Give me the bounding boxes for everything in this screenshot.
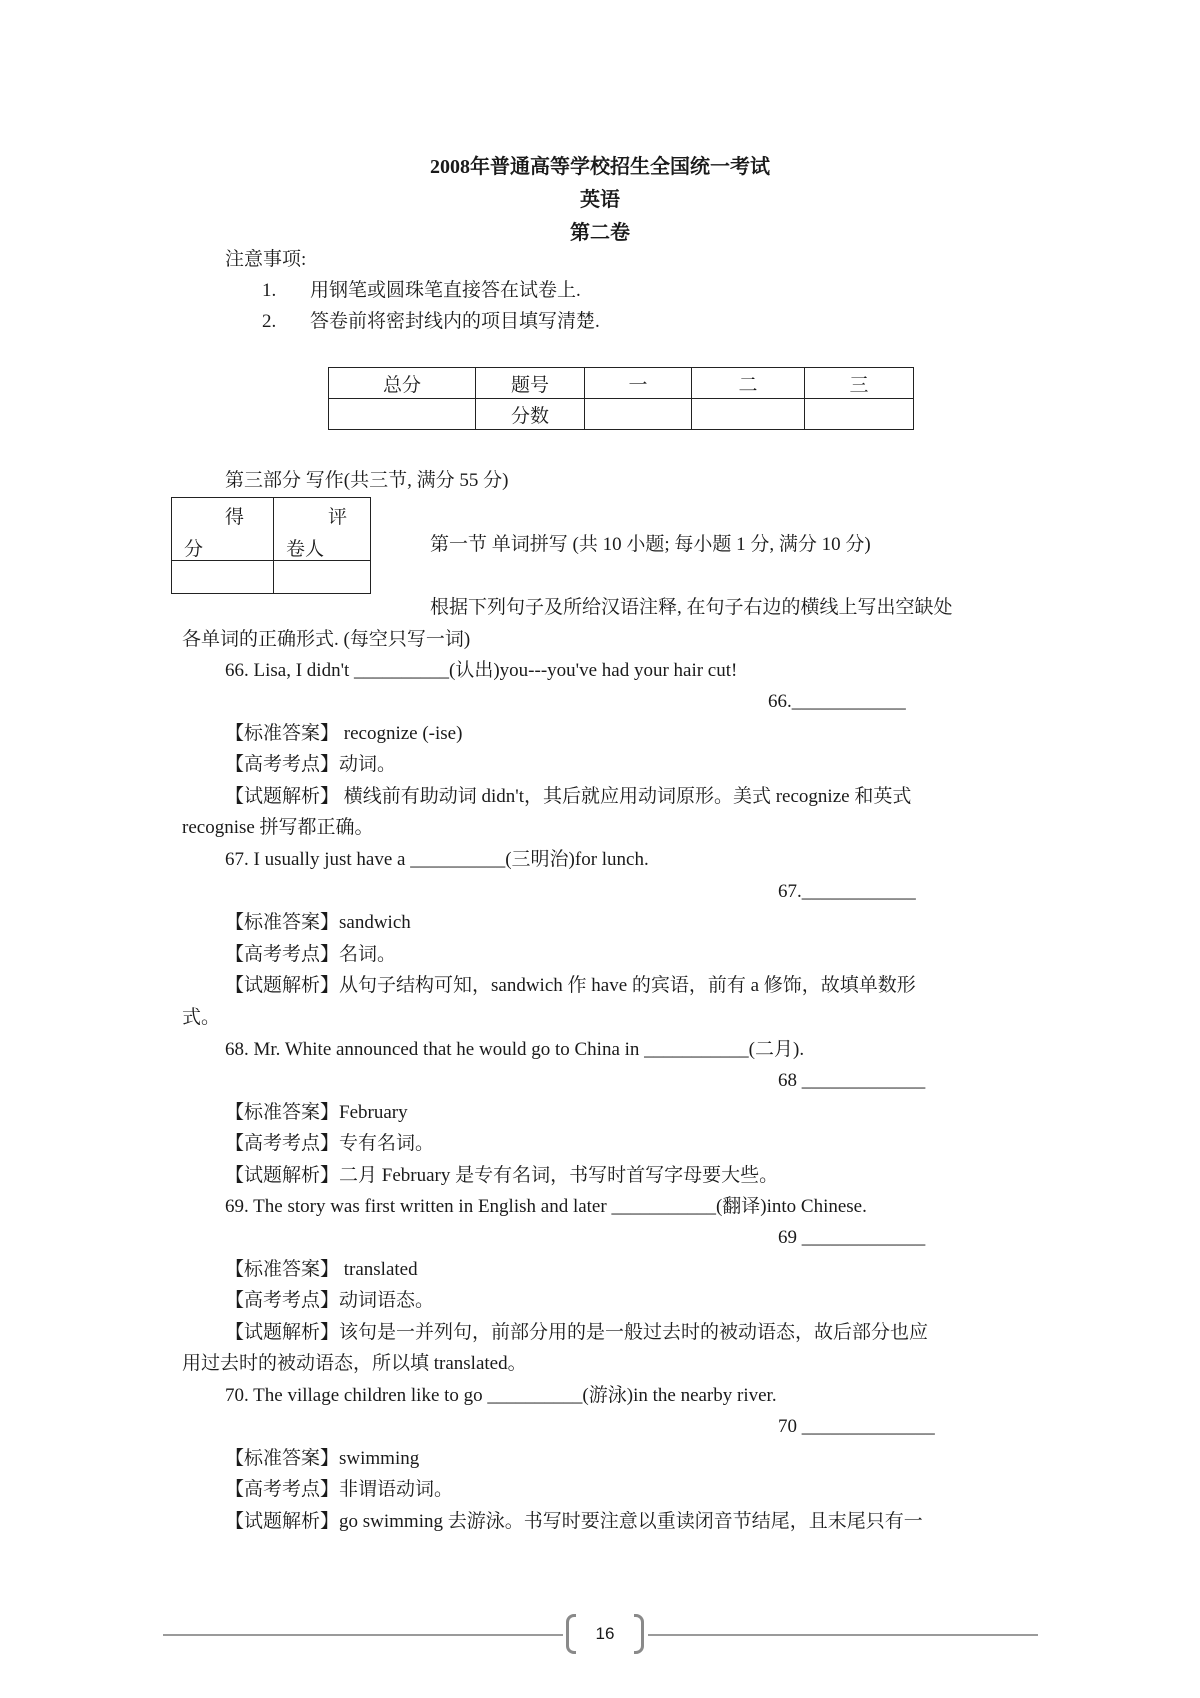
- analysis-66-line1: 【试题解析】 横线前有助动词 didn't，其后就应用动词原形。美式 recognize 和英式: [225, 786, 912, 807]
- key-point-67: 【高考考点】名词。: [225, 944, 397, 965]
- question-68: 68. Mr. White announced that he would go to China in ___________(二月).: [225, 1039, 805, 1060]
- score-cell: 三: [805, 368, 914, 399]
- score-cell: 二: [692, 368, 805, 399]
- grader-label-fen: 分: [184, 539, 204, 560]
- analysis-67-line1: 【试题解析】从句子结构可知，sandwich 作 have 的宾语，前有 a 修饰，故填单数形: [225, 975, 916, 996]
- score-cell: 分数: [476, 399, 585, 430]
- key-point-69: 【高考考点】动词语态。: [225, 1290, 435, 1311]
- key-point-66: 【高考考点】动词。: [225, 754, 397, 775]
- std-answer-66: 【标准答案】 recognize (-ise): [225, 723, 463, 744]
- score-cell: 总分: [329, 368, 476, 399]
- score-cell: 题号: [476, 368, 585, 399]
- score-cell: [585, 399, 692, 430]
- grader-label-juanren: 卷人: [286, 539, 325, 560]
- analysis-66-line2: recognise 拼写都正确。: [182, 817, 374, 838]
- grader-name-entry: [274, 561, 371, 594]
- question-70: 70. The village children like to go __________(游泳)in the nearby river.: [225, 1385, 777, 1406]
- grader-label-de: 得: [225, 507, 245, 528]
- std-answer-67: 【标准答案】sandwich: [225, 912, 411, 933]
- grader-label-ping: 评: [328, 507, 348, 528]
- std-answer-70: 【标准答案】swimming: [225, 1448, 420, 1469]
- question-66: 66. Lisa, I didn't __________(认出)you---you've had your hair cut!: [225, 660, 738, 681]
- answer-blank-70: 70 ______________: [778, 1416, 935, 1437]
- footer-rule-right: [648, 1634, 1038, 1636]
- section1-instr-2: 各单词的正确形式. (每空只写一词): [182, 629, 471, 650]
- answer-blank-69: 69 _____________: [778, 1227, 926, 1248]
- grader-name-cell: [274, 498, 371, 561]
- score-cell: 一: [585, 368, 692, 399]
- section1-instr-1: 根据下列句子及所给汉语注释, 在句子右边的横线上写出空缺处: [430, 597, 953, 618]
- exam-volume: 第二卷: [570, 222, 630, 244]
- part-title: 第三部分 写作(共三节, 满分 55 分): [225, 470, 509, 491]
- analysis-67-line2: 式。: [182, 1007, 221, 1028]
- exam-title: 2008年普通高等学校招生全国统一考试: [430, 156, 770, 178]
- grader-table: [171, 497, 371, 594]
- footer-rule-left: [163, 1634, 563, 1636]
- key-point-68: 【高考考点】专有名词。: [225, 1133, 435, 1154]
- std-answer-69: 【标准答案】 translated: [225, 1259, 418, 1280]
- page-number: 16: [595, 1624, 615, 1643]
- answer-blank-66: 66.____________: [768, 691, 906, 712]
- analysis-68-line1: 【试题解析】二月 February 是专有名词，书写时首写字母要大些。: [225, 1165, 779, 1186]
- note-text-1: 用钢笔或圆珠笔直接答在试卷上.: [310, 280, 581, 301]
- analysis-69-line1: 【试题解析】该句是一并列句，前部分用的是一般过去时的被动语态，故后部分也应: [225, 1322, 929, 1343]
- score-cell: [329, 399, 476, 430]
- note-num-1: 1.: [262, 280, 277, 301]
- note-text-2: 答卷前将密封线内的项目填写清楚.: [310, 311, 600, 332]
- key-point-70: 【高考考点】非谓语动词。: [225, 1479, 454, 1500]
- question-67: 67. I usually just have a __________(三明治)for lunch.: [225, 849, 649, 870]
- std-answer-68: 【标准答案】February: [225, 1102, 408, 1123]
- answer-blank-68: 68 _____________: [778, 1070, 926, 1091]
- analysis-70-line1: 【试题解析】go swimming 去游泳。书写时要注意以重读闭音节结尾，且末尾只有一: [225, 1511, 923, 1532]
- notes-heading: 注意事项:: [225, 249, 307, 270]
- question-69: 69. The story was first written in English and later ___________(翻译)into Chinese.: [225, 1196, 867, 1217]
- section1-title: 第一节 单词拼写 (共 10 小题; 每小题 1 分, 满分 10 分): [430, 534, 871, 555]
- exam-subject: 英语: [580, 189, 620, 211]
- grader-score-entry: [172, 561, 274, 594]
- note-num-2: 2.: [262, 311, 277, 332]
- score-cell: [805, 399, 914, 430]
- answer-blank-67: 67.____________: [778, 881, 916, 902]
- score-table: [328, 367, 914, 430]
- grader-score-cell: [172, 498, 274, 561]
- score-cell: [692, 399, 805, 430]
- analysis-69-line2: 用过去时的被动语态，所以填 translated。: [182, 1353, 527, 1374]
